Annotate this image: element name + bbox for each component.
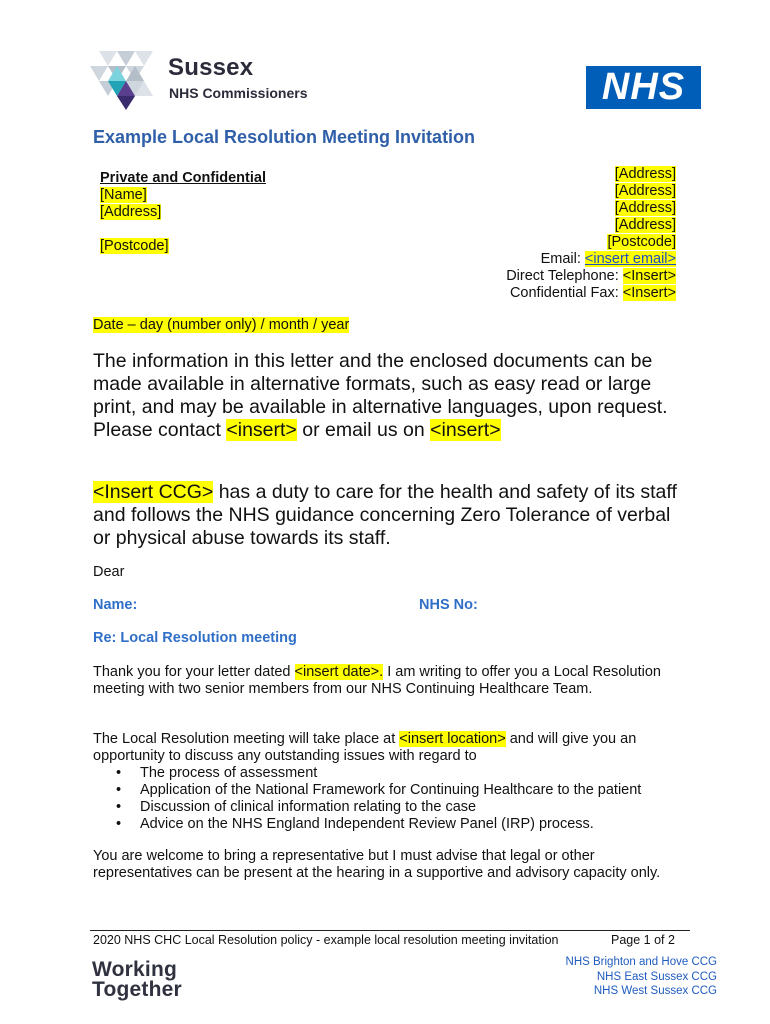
email-label: Email: — [540, 251, 585, 267]
list-item: • Advice on the NHS England Independent Review Panel (IRP) process. — [113, 816, 641, 833]
sender-postcode: [Postcode] — [607, 234, 676, 250]
logo-word-sussex: Sussex — [168, 54, 254, 81]
sender-phone-row — [506, 268, 676, 285]
sender-address-line: [Address] — [614, 183, 676, 199]
representative-paragraph: You are welcome to bring a representative but I must advise that legal or other representatives can be present at the hearing in a supportive and advisory capacity only. — [93, 848, 661, 881]
info-text: The information in this letter and the enclosed documents can be made available in alternative formats, such as easy read or large print, and may be available in alternative languages, upon request. Please contact — [93, 350, 668, 441]
phone-value: <Insert> — [622, 268, 676, 284]
footer-document-name: 2020 NHS CHC Local Resolution policy - example local resolution meeting invitation — [93, 933, 559, 947]
nhs-logo: NHS — [586, 66, 701, 109]
recipient-address-block — [100, 170, 266, 255]
location-insert: <insert location> — [399, 731, 506, 747]
alternative-formats-paragraph — [93, 350, 693, 442]
footer-divider — [90, 930, 690, 931]
date-placeholder: Date – day (number only) / month / year — [93, 317, 350, 333]
ccg-name: NHS Brighton and Hove CCG — [565, 956, 717, 968]
subject-line: Re: Local Resolution meeting — [93, 630, 297, 646]
email-link[interactable]: <insert email> — [584, 251, 676, 267]
recipient-name: [Name] — [100, 187, 147, 203]
name-label: Name: — [93, 597, 138, 613]
phone-label: Direct Telephone: — [506, 268, 623, 284]
thanks-before: Thank you for your letter dated — [93, 664, 295, 680]
info-middle: or email us on — [296, 419, 431, 441]
meeting-paragraph — [93, 731, 693, 765]
ccg-name: NHS East Sussex CCG — [596, 970, 717, 983]
sussex-triangles-icon — [88, 48, 164, 110]
contact-insert: <insert> — [226, 419, 297, 441]
date-line — [93, 317, 349, 334]
sender-fax-row — [506, 285, 676, 302]
ccg-list — [566, 955, 717, 999]
sender-address-block — [506, 166, 676, 302]
meeting-before: The Local Resolution meeting will take place at — [93, 731, 400, 747]
list-item: • Application of the National Framework for Continuing Healthcare to the patient — [113, 782, 641, 799]
sender-email-row — [506, 251, 676, 268]
recipient-postcode: [Postcode] — [100, 238, 169, 254]
ccg-name: NHS West Sussex CCG — [593, 985, 717, 997]
list-item: • The process of assessment — [113, 765, 641, 782]
date-insert: <insert date>. — [294, 664, 384, 680]
working-together-line: Working — [92, 958, 178, 981]
discussion-topics-list — [113, 765, 641, 833]
document-title: Example Local Resolution Meeting Invitation — [93, 127, 476, 147]
recipient-address: [Address] — [100, 204, 162, 220]
thanks-after: I am writing to offer you a Local Resolution meeting with two senior members from our NHS Continuing Healthcare Team. — [93, 664, 661, 697]
ccg-text: has a duty to care for the health and safety of its staff and follows the NHS guidance concerning Zero Tolerance of verbal or physical abuse towards its staff. — [93, 481, 677, 549]
sussex-nhs-commissioners-logo — [88, 48, 328, 110]
sender-address-line: [Address] — [614, 200, 676, 216]
working-together-logo — [92, 960, 182, 1000]
logo-word-nhs-commissioners: NHS Commissioners — [169, 85, 308, 101]
sender-address-line: [Address] — [614, 166, 676, 182]
list-item: • Discussion of clinical information relating to the case — [113, 799, 641, 816]
email-insert: <insert> — [430, 419, 501, 441]
zero-tolerance-paragraph — [93, 481, 693, 550]
nhs-number-label: NHS No: — [419, 597, 478, 613]
fax-value: <Insert> — [622, 285, 676, 301]
salutation: Dear — [93, 564, 125, 580]
private-confidential-heading: Private and Confidential — [100, 170, 266, 186]
fax-label: Confidential Fax: — [509, 285, 623, 301]
footer-page-number: Page 1 of 2 — [611, 933, 675, 947]
meeting-after: and will give you an opportunity to discuss any outstanding issues with regard to — [93, 731, 637, 764]
thanks-paragraph — [93, 664, 693, 698]
working-together-line: Together — [92, 978, 182, 1001]
ccg-insert: <Insert CCG> — [93, 481, 214, 503]
sender-address-line: [Address] — [614, 217, 676, 233]
